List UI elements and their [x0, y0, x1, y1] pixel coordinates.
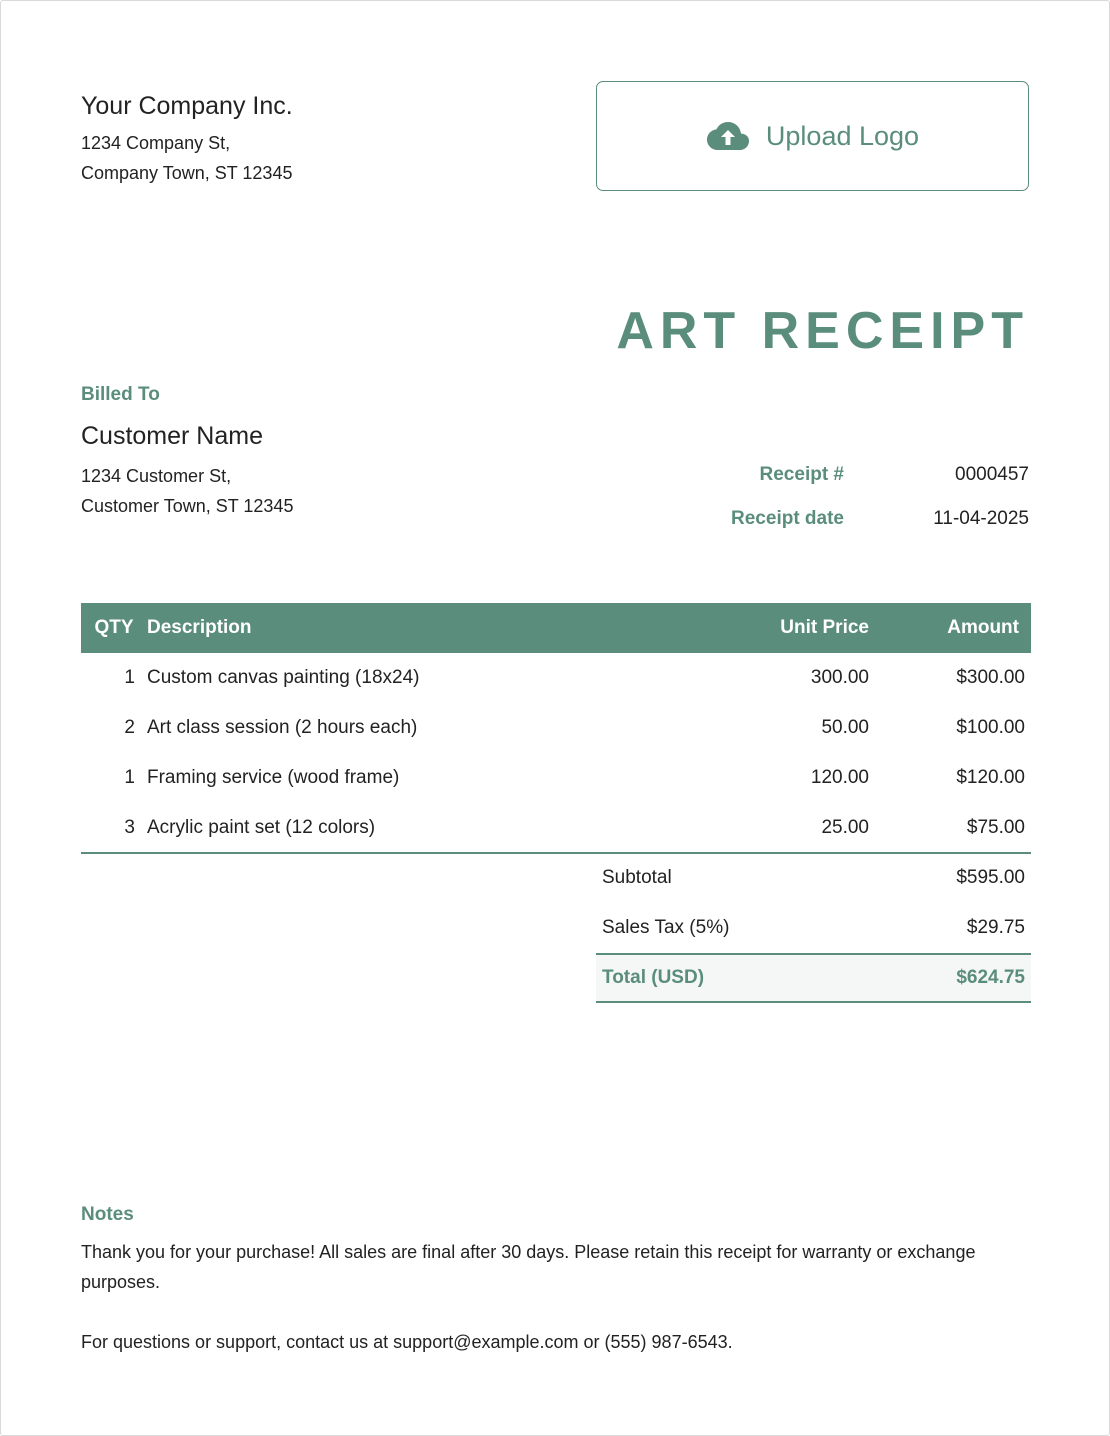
receipt-number-value: 0000457	[955, 464, 1029, 485]
row-unit-price: 300.00	[810, 667, 869, 688]
subtotal-row	[596, 853, 1031, 903]
document-title: ART RECEIPT	[616, 302, 1029, 360]
customer-name: Customer Name	[81, 422, 263, 450]
subtotal-value: $595.00	[956, 867, 1025, 888]
notes-text: Thank you for your purchase! All sales are final after 30 days. Please retain this receipt for warranty or exchange purposes.	[81, 1242, 976, 1292]
line-items-table	[81, 603, 1031, 854]
row-amount: $120.00	[956, 767, 1025, 788]
table-row	[81, 753, 1031, 803]
totals-block	[596, 853, 1031, 1003]
upload-logo-label: Upload Logo	[765, 120, 920, 151]
row-description: Framing service (wood frame)	[147, 767, 400, 788]
receipt-meta	[644, 453, 1029, 541]
billed-to-label: Billed To	[81, 384, 160, 405]
sales-tax-value: $29.75	[966, 917, 1025, 938]
row-amount: $300.00	[956, 667, 1025, 688]
total-value: $624.75	[956, 967, 1025, 988]
company-name: Your Company Inc.	[81, 92, 293, 120]
table-row	[81, 803, 1031, 853]
cloud-upload-icon	[706, 120, 750, 152]
row-qty: 2	[124, 717, 135, 738]
row-qty: 1	[124, 667, 135, 688]
receipt-number-label: Receipt #	[759, 464, 844, 485]
notes-block	[81, 1203, 1031, 1357]
receipt-date-row	[644, 497, 1029, 541]
sales-tax-label: Sales Tax (5%)	[602, 917, 730, 938]
table-row	[81, 703, 1031, 753]
row-description: Acrylic paint set (12 colors)	[147, 803, 719, 853]
total-row	[596, 953, 1031, 1003]
billed-to-block	[81, 383, 293, 521]
header-amount: Amount	[947, 617, 1019, 638]
row-amount: $75.00	[869, 803, 1031, 853]
row-unit-price: 50.00	[821, 717, 869, 738]
company-address-line1: 1234 Company St,	[81, 133, 231, 153]
upload-logo-button[interactable]	[596, 81, 1029, 191]
row-description: Custom canvas painting (18x24)	[147, 667, 420, 688]
row-description: Art class session (2 hours each)	[147, 717, 418, 738]
company-block	[81, 89, 293, 188]
row-unit-price: 120.00	[810, 767, 869, 788]
total-label: Total (USD)	[602, 967, 705, 988]
company-address	[81, 128, 293, 188]
company-address-line2: Company Town, ST 12345	[81, 163, 293, 183]
receipt-date-label: Receipt date	[731, 508, 844, 529]
header-qty: QTY	[94, 617, 134, 638]
subtotal-label: Subtotal	[602, 867, 672, 888]
row-qty: 3	[81, 803, 147, 853]
customer-address-line2: Customer Town, ST 12345	[81, 496, 294, 516]
customer-address	[81, 461, 293, 521]
sales-tax-row	[596, 903, 1031, 953]
table-row	[81, 653, 1031, 703]
receipt-number-row	[644, 453, 1029, 497]
header-unit-price: Unit Price	[780, 617, 869, 638]
row-unit-price: 25.00	[719, 803, 869, 853]
customer-address-line1: 1234 Customer St,	[81, 466, 232, 486]
table-header-row	[81, 603, 1031, 653]
receipt-date-value: 11-04-2025	[933, 508, 1029, 529]
contact-text: For questions or support, contact us at support@example.com or (555) 987-6543.	[81, 1332, 733, 1352]
row-amount: $100.00	[956, 717, 1025, 738]
row-qty: 1	[124, 767, 135, 788]
header-description: Description	[147, 617, 252, 638]
notes-label: Notes	[81, 1204, 134, 1225]
